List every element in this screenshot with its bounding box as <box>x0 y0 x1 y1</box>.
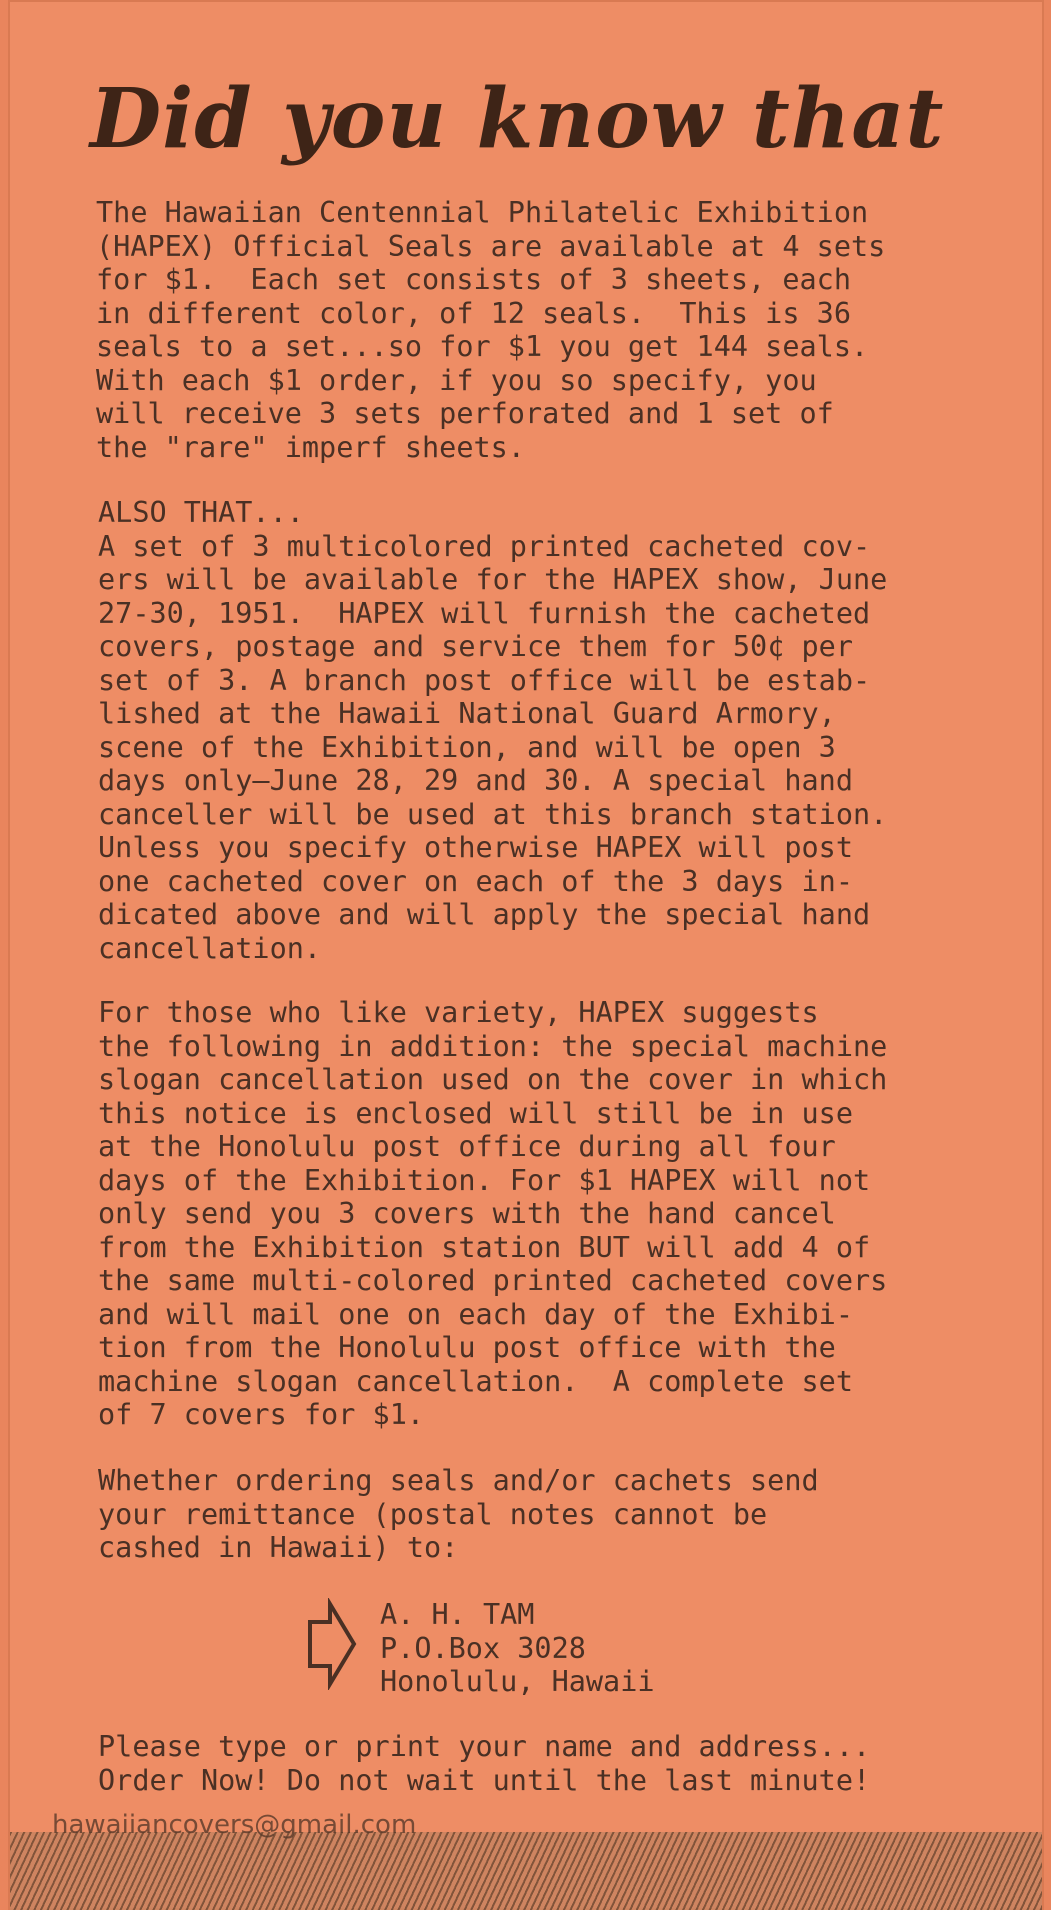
text-line: days only—June 28, 29 and 30. A special hand <box>98 764 853 797</box>
text-line: cancellation. <box>98 931 322 965</box>
text-line: seals to a set...so for $1 you get 144 seals. <box>96 330 869 363</box>
text-line: Please type or print your name and address... <box>98 1730 871 1763</box>
paragraph-covers <box>98 496 887 965</box>
text-line: ers will be available for the HAPEX show, June <box>98 563 888 596</box>
text-line: of 7 covers for $1. <box>98 1398 425 1431</box>
text-line: for $1. Each set consists of 3 sheets, each <box>96 263 851 296</box>
paragraph-order-now <box>98 1730 870 1797</box>
text-line: one cacheted cover on each of the 3 days in- <box>98 864 853 898</box>
text-line: A set of 3 multicolored printed cacheted cov- <box>98 529 871 563</box>
text-line: and will mail one on each day of the Exhibi- <box>98 1297 853 1331</box>
text-line: covers, postage and service them for 50¢ per <box>98 630 853 663</box>
address-line: P.O.Box 3028 <box>380 1631 586 1665</box>
text-line: scene of the Exhibition, and will be open 3 <box>98 730 836 764</box>
text-line: (HAPEX) Official Seals are available at 4 sets <box>96 229 886 263</box>
right-arrow-icon <box>304 1598 360 1690</box>
text-line: the "rare" imperf sheets. <box>96 430 525 464</box>
text-line: from the Exhibition station BUT will add 4 of <box>98 1230 871 1264</box>
text-line: For those who like variety, HAPEX suggests <box>98 996 819 1029</box>
text-line: this notice is enclosed will still be in use <box>98 1096 853 1130</box>
flyer-card <box>8 0 1044 1910</box>
text-line: dicated above and will apply the special hand <box>98 898 871 931</box>
paragraph-variety <box>98 996 887 1432</box>
text-line: set of 3. A branch post office will be estab- <box>98 663 871 697</box>
text-line: Whether ordering seals and/or cachets send <box>98 1464 819 1497</box>
hatched-footer-band <box>10 1832 1042 1910</box>
text-line: at the Honolulu post office during all four <box>98 1130 836 1163</box>
text-line: slogan cancellation used on the cover in which <box>98 1063 888 1096</box>
text-line: only send you 3 covers with the hand cancel <box>98 1197 836 1230</box>
mailing-address <box>380 1598 655 1699</box>
text-line: Unless you specify otherwise HAPEX will post <box>98 831 853 864</box>
paragraph-seals <box>96 196 885 464</box>
text-line: the same multi-colored printed cacheted covers <box>98 1264 888 1297</box>
text-line: tion from the Honolulu post office with the <box>98 1331 836 1364</box>
text-line: in different color, of 12 seals. This is 36 <box>96 296 851 330</box>
text-line: machine slogan cancellation. A complete set <box>98 1364 853 1398</box>
paragraph-remittance <box>98 1464 819 1565</box>
text-line: ALSO THAT... <box>98 496 304 529</box>
flyer-title: Did you know that <box>90 71 945 167</box>
address-line: A. H. TAM <box>380 1598 535 1631</box>
text-line: The Hawaiian Centennial Philatelic Exhibition <box>96 196 869 229</box>
watermark-email: hawaiiancovers@gmail.com <box>52 1810 417 1840</box>
text-line: Order Now! Do not wait until the last minute! <box>98 1763 871 1797</box>
text-line: cashed in Hawaii) to: <box>98 1531 459 1564</box>
text-line: canceller will be used at this branch station. <box>98 797 888 831</box>
text-line: days of the Exhibition. For $1 HAPEX will not <box>98 1163 871 1197</box>
text-line: your remittance (postal notes cannot be <box>98 1497 768 1531</box>
address-line: Honolulu, Hawaii <box>380 1665 655 1698</box>
text-line: With each $1 order, if you so specify, you <box>96 363 817 397</box>
text-line: 27-30, 1951. HAPEX will furnish the cacheted <box>98 596 871 630</box>
text-line: lished at the Hawaii National Guard Armory, <box>98 697 836 730</box>
text-line: the following in addition: the special machine <box>98 1029 888 1063</box>
text-line: will receive 3 sets perforated and 1 set of <box>96 397 834 430</box>
